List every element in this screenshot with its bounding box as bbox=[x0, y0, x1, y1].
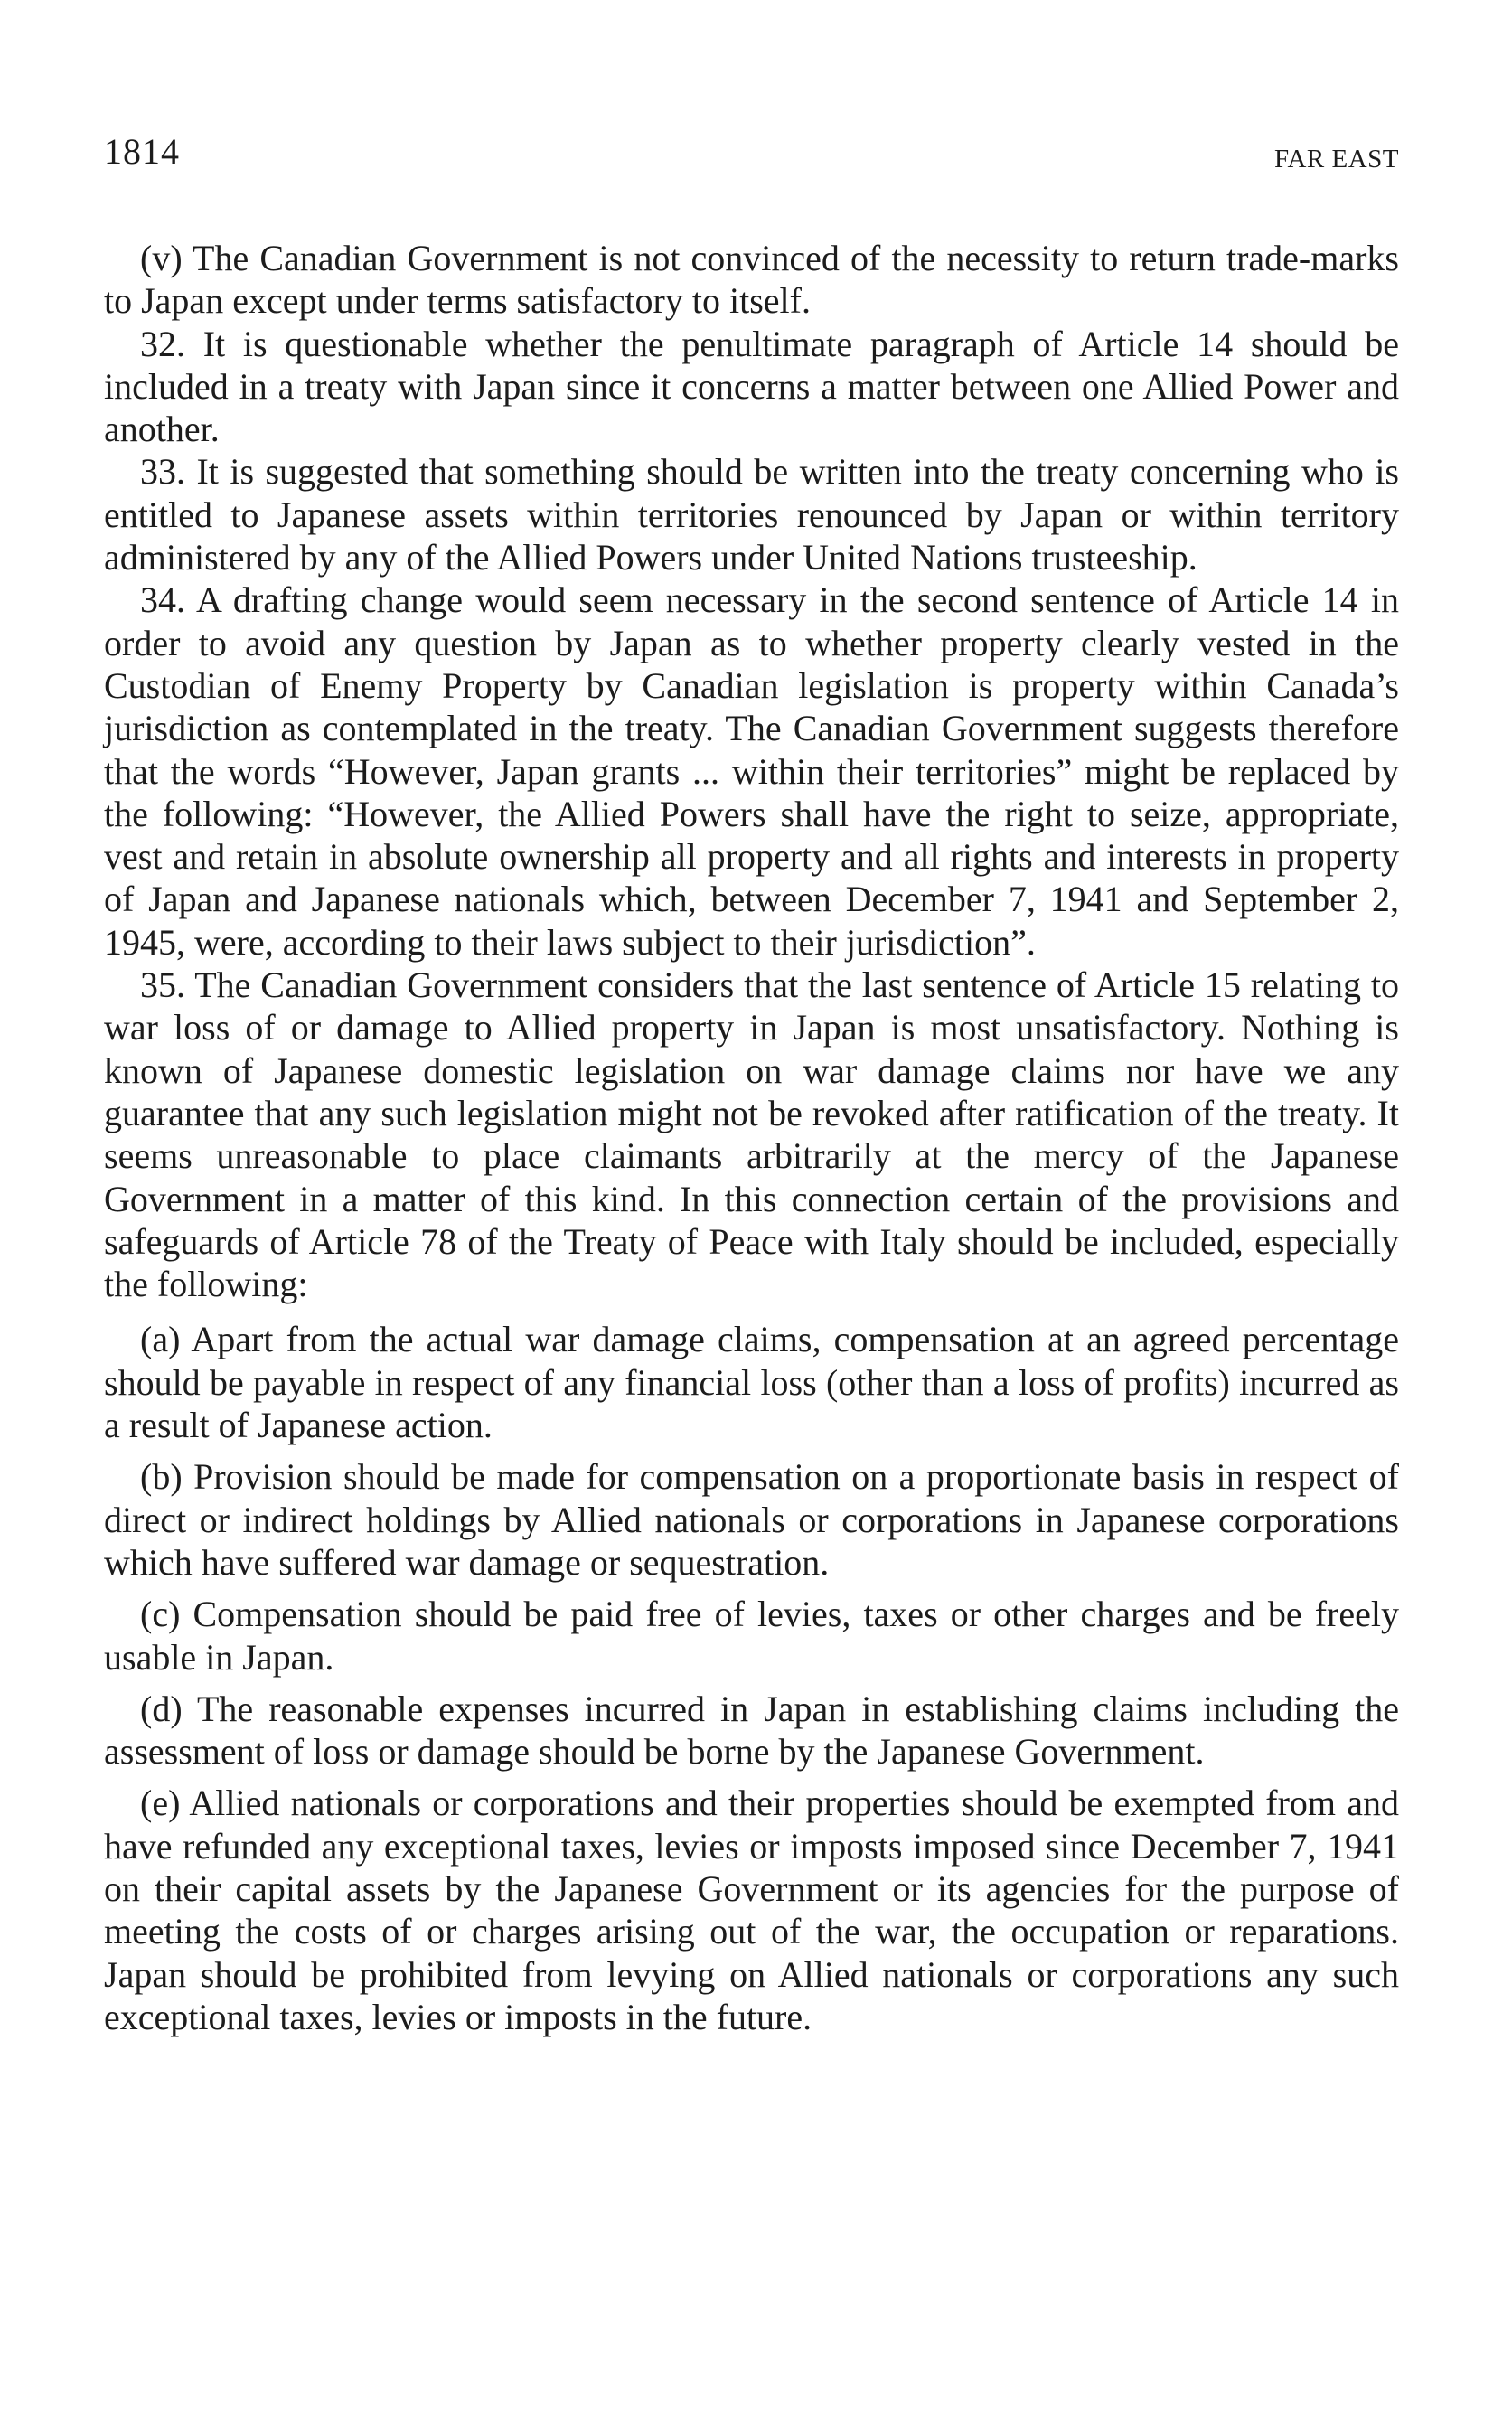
running-head: FAR EAST bbox=[1273, 145, 1399, 174]
paragraph-34: 34. A drafting change would seem necessary in the second sentence of Article 14 in order to avoid any question by Japan as to whether property clearly vested in the Custodian of Enemy Property by Canadian legislation is property within Canada’s jurisdiction as contemplated in the treaty. The Canadian Government suggests therefore that the words “However, Japan grants ... within their territories” might be replaced by the following: “However, the Allied Powers shall have the right to seize, appropriate, vest and retain in absolute ownership all property and all rights and interests in property of Japan and Japanese nationals which, between December 7, 1941 and September 2, 1945, were, according to their laws subject to their jurisdiction”. bbox=[104, 579, 1399, 963]
paragraph-c: (c) Compensation should be paid free of levies, taxes or other charges and be freely usable in Japan. bbox=[104, 1594, 1399, 1678]
paragraph-33: 33. It is suggested that something should be written into the treaty concerning who is entitled to Japanese assets within territories renounced by Japan or within territory administered by any of the Allied Powers under United Nations trusteeship. bbox=[104, 451, 1399, 578]
paragraph-35: 35. The Canadian Government considers that the last sentence of Article 15 relating to war loss of or damage to Allied property in Japan is most unsatisfactory. Nothing is known of Japanese domestic legislation on war damage claims nor have we any guarantee that any such legislation might not be revoked after ratification of the treaty. It seems unreasonable to place claimants arbitrarily at the mercy of the Japanese Government in a matter of this kind. In this connection certain of the provisions and safeguards of Article 78 of the Treaty of Peace with Italy should be included, especially the following: bbox=[104, 964, 1399, 1305]
paragraph-a: (a) Apart from the actual war damage claims, compensation at an agreed percentage should be payable in respect of any financial loss (other than a loss of profits) incurred as a result of Japanese action. bbox=[104, 1319, 1399, 1446]
paragraph-v: (v) The Canadian Government is not convinced of the necessity to return trade-marks to Japan except under terms satisfactory to itself. bbox=[104, 238, 1399, 322]
paragraph-b: (b) Provision should be made for compensation on a proportionate basis in respect of direct or indirect holdings by Allied nationals or corporations in Japanese corporations which have suffered war damage or sequestration. bbox=[104, 1456, 1399, 1583]
paragraph-e: (e) Allied nationals or corporations and their properties should be exempted from and have refunded any exceptional taxes, levies or imposts imposed since December 7, 1941 on their capital assets by the Japanese Government or its agencies for the purpose of meeting the costs of or charges arising out of the war, the occupation or reparations. Japan should be prohibited from levying on Allied nationals or corporations any such exceptional taxes, levies or imposts in the future. bbox=[104, 1782, 1399, 2037]
body-text bbox=[104, 237, 1399, 2038]
paragraph-d: (d) The reasonable expenses incurred in Japan in establishing claims including the assessment of loss or damage should be borne by the Japanese Government. bbox=[104, 1688, 1399, 1773]
page-number: 1814 bbox=[104, 131, 180, 172]
paragraph-32: 32. It is questionable whether the penultimate paragraph of Article 14 should be included in a treaty with Japan since it concerns a matter between one Allied Power and another. bbox=[104, 323, 1399, 450]
